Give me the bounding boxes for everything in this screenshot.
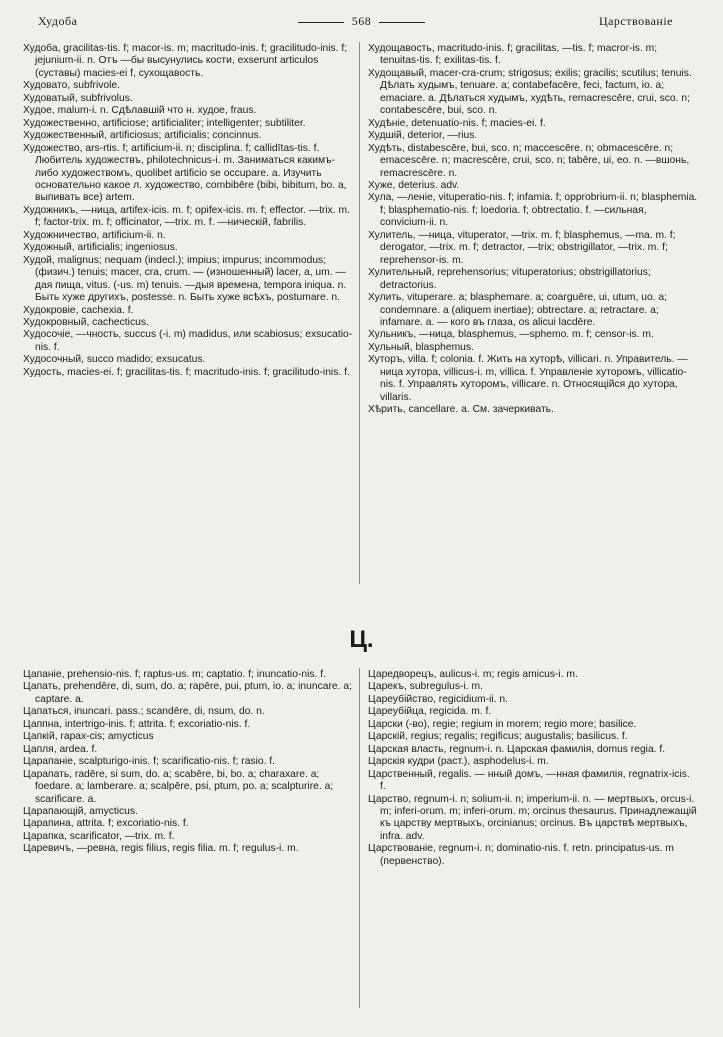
dictionary-entry: Хулительный, reprehensorius; vituperatorius; obstrigillatorius; detractorius. bbox=[368, 267, 651, 291]
dictionary-entry: Худость, macies-ei. f; gracilitas-tis. f; macritudo-inis. f; gracilitudo-inis. f. bbox=[23, 366, 350, 378]
dictionary-entry: Цапаніе, prehensio-nis. f; raptus-us. m; captatio. f; inuncatio-nis. f. bbox=[23, 669, 326, 680]
dictionary-entry: Царство, regnum-i. n; solium-ii. n; imperium-ii. n. — мертвыхъ, orcus-i. m; inferi-orum. m; inferi-orum. m; orcinus thesaurus. Принадлежащій къ царству мертвыхъ, orcinianus; orcinus. Въ царствѣ мертвыхъ, infra. adv. bbox=[368, 793, 697, 842]
dictionary-entry: Цапаться, inuncari. pass.; scandēre, di, nsum, do. n. bbox=[23, 706, 265, 718]
dictionary-entry: Царствованіе, regnum-i. n; dominatio-nis. f. retn. principatus-us. m (первенство). bbox=[368, 843, 674, 867]
dictionary-entry: Худощавый, macer-cra-crum; strigosus; exilis; gracilis; scutilus; tenuis. Дѣлать худымъ, tenuare. a; contabefacēre, feci, factum, io. a; emaciare. a. Дѣлаться худымъ, худѣть, remacrescēre, crui, sco. n; contabescēre, bui, sco. n. bbox=[368, 67, 692, 117]
dictionary-entry: Царственный, regalis. — нный домъ, —нная фамилія, regnatrix-icis. f. bbox=[368, 768, 690, 793]
dictionary-entry: Художество, ars-rtis. f; artificium-ii. n; disciplina. f; callidītas-tis. f. Любитель художествъ, philotechnicus-i. m. Заниматься какимъ-либо художествомъ, quolibet artificio se occupare. a. Изучить основательно какое л. художество, combibēre (bibi, bibitum, bo. a, выпивать все) artem. bbox=[23, 142, 347, 204]
dictionary-entry: Художный, artificialis; ingeniosus. bbox=[23, 242, 178, 254]
dictionary-entry: Хуже, deterius. adv. bbox=[368, 179, 460, 191]
dictionary-entry: Цапать, prehendēre, di, sum, do. a; rapēre, pui, ptum, io. a; inuncare. a; captare. a. bbox=[23, 681, 352, 705]
dictionary-entry: Хѣрить, cancellare. a. См. зачеркивать. bbox=[368, 404, 554, 416]
dictionary-entry: Царскій, regius; regalis; regificus; augustalis; basilicus. f. bbox=[368, 731, 628, 743]
dictionary-entry: Хуторъ, villa. f; colonia. f. Жить на хуторѣ, villicari. n. Управитель. —ница хутора, villicus-i. m, villica. f. Управленіе хуторомъ, villicatio-nis. f. Управлять хуторомъ, villicare. n. Относящійся до хутора, villaris. bbox=[368, 354, 688, 403]
dictionary-entry: Царедворецъ, aulicus-i. m; regis amicus-i. m. bbox=[368, 669, 578, 680]
running-head-left: Худоба bbox=[38, 14, 78, 28]
dictionary-entry: Худовато, subfrivole. bbox=[23, 80, 121, 92]
dictionary-entry: Царапать, radēre, si sum, do. a; scabēre, bi, bo. a; charaxare. a; foedare. a; lamberare. a; scalpēre, psi, ptum, po. a; scalpturire. a; scarificare. a. bbox=[23, 768, 334, 805]
dictionary-entry: Царевичъ, —ревна, regis filius, regis filia. m. f; regulus-i. m. bbox=[23, 843, 299, 855]
dictionary-entry: Цареубійство, regicidium-ii. n. bbox=[368, 693, 509, 705]
dictionary-entry: Царапина, attrita. f; excoriatio-nis. f. bbox=[23, 818, 189, 830]
column-bottom-right bbox=[368, 669, 698, 868]
dictionary-entry: Царекъ, subregulus-i. m. bbox=[368, 681, 483, 693]
dictionary-entry: Худокровіе, cachexia. f. bbox=[23, 304, 134, 316]
column-bottom-left bbox=[23, 669, 353, 856]
dictionary-entry: Царски (-во), regie; regium in morem; regio more; basilice. bbox=[368, 718, 637, 730]
dictionary-entry: Царская власть, regnum-i. n. Царская фамилія, domus regia. f. bbox=[368, 743, 666, 755]
column-divider-bottom bbox=[359, 668, 360, 1008]
dictionary-entry: Худшій, deterior, —rius. bbox=[368, 130, 478, 142]
dictionary-entry: Художественно, artificiose; artificialiter; intelligenter; subtiliter. bbox=[23, 117, 306, 129]
dictionary-entry: Худое, malum-i. n. Сдѣлавшій что н. худое, fraus. bbox=[23, 105, 257, 117]
dictionary-entry: Художникъ, —ница, artifex-icis. m. f; opifex-icis. m. f; effector. —trix. m. f; factor-trix. m. f; officinator, —trix. m. f. —ническій, fabrilis. bbox=[23, 204, 350, 229]
running-head-right: Царствованіе bbox=[598, 14, 673, 28]
dictionary-entry: Хульный, blasphemus. bbox=[368, 341, 474, 353]
dictionary-entry: Хула, —леніе, vituperatio-nis. f; infamia. f; opprobrium-ii. n; blasphemia. f; blasphematio-nis. f; loedoria. f; obtrectatio. f. —сильная, convicium-ii. n. bbox=[368, 192, 698, 229]
dictionary-entry: Царапаніе, scalpturigo-inis. f; scarificatio-nis. f; rasio. f. bbox=[23, 756, 276, 768]
dictionary-entry: Цареубійца, regicida. m. f. bbox=[368, 706, 492, 718]
dictionary-entry: Худосочный, succo madido; exsucatus. bbox=[23, 354, 206, 366]
dictionary-entry: Худой, malignus; nequam (indecl.); impius; impurus; incommodus; (физич.) tenuis; macer, cra, crum. — (изношенный) lacer, a, um. —дая пища, vitus. (-us. m) tenuis. —дыя времена, tempora iniqua. n. Быть хуже другихъ, postesse. n. Быть хуже всѣхъ, postumare. n. bbox=[23, 254, 347, 304]
dictionary-entry: Худѣть, distabescēre, bui, sco. n; maccescēre. n; obmacescēre. n; emacescēre. n; macrescēre, crui, sco. n; tabēre, ui, eo. n. —вшонь, remacrescēre. n. bbox=[368, 142, 690, 179]
rule-left bbox=[298, 22, 344, 23]
dictionary-entry: Царапка, scarificator, —trix. m. f. bbox=[23, 830, 175, 842]
dictionary-entry: Худоватый, subfrivolus. bbox=[23, 92, 133, 104]
page-number: 568 bbox=[351, 14, 372, 28]
dictionary-entry: Цапкій, rapax-cis; amycticus bbox=[23, 731, 154, 743]
column-divider-top bbox=[359, 42, 360, 584]
dictionary-entry: Царапающій, amycticus. bbox=[23, 805, 138, 817]
dictionary-entry: Хульникъ, —ница, blasphemus, —sphemo. m. f; censor-is. m. bbox=[368, 329, 654, 341]
dictionary-entry: Цаппна, intertrigo-inis. f; attrita. f; excoriatio-nis. f. bbox=[23, 718, 251, 730]
dictionary-entry: Худощавость, macritudo-inis. f; gracilitas, —tis. f; macror-is. m; tenuitas-tis. f; exilitas-tis. f. bbox=[368, 43, 658, 67]
dictionary-entry: Царскія кудри (раст.), asphodelus-i. m. bbox=[368, 756, 549, 768]
dictionary-entry: Хулитель, —ница, vituperator, —trix. m. f; blasphemus, —ma. m. f; derogator, —trix. m. f; detractor, —trix; obstrigillator, —trix. m. f; reprehensor-is. m. bbox=[368, 229, 676, 266]
dictionary-entry: Худокровный, cachecticus. bbox=[23, 316, 149, 328]
rule-right bbox=[379, 22, 425, 23]
dictionary-entry: Художничество, artificium-ii. n. bbox=[23, 229, 166, 241]
dictionary-entry: Худосочіе, —чность, succus (-i. m) madidus, или scabiosus; exsucatio-nis. f. bbox=[23, 329, 353, 353]
dictionary-entry: Худѣніе, detenuatio-nis. f; macies-ei. f. bbox=[368, 117, 546, 129]
dictionary-entry: Хулить, vituperare. a; blasphemare. a; coarguēre, ui, utum, uo. a; condemnare. a (aliquem inertiae); obtrectare. a; retractare. a; infamare. a. — кого въ глаза, os alicui lacdēre. bbox=[368, 292, 667, 328]
dictionary-entry: Худоба, gracilitas-tis. f; macor-is. m; macritudo-inis. f; gracilitudo-inis. f; jejunium-ii. n. Отъ —бы высунулись кости, exserunt articulos (суставы) macies-ei f, сухощавость. bbox=[23, 43, 348, 79]
dictionary-entry: Цапля, ardea. f. bbox=[23, 743, 98, 755]
column-top-right bbox=[368, 43, 698, 417]
section-letter: Ц. bbox=[349, 626, 374, 653]
column-top-left bbox=[23, 43, 353, 379]
dictionary-entry: Художественный, artificiosus; artificialis; concinnus. bbox=[23, 130, 262, 142]
